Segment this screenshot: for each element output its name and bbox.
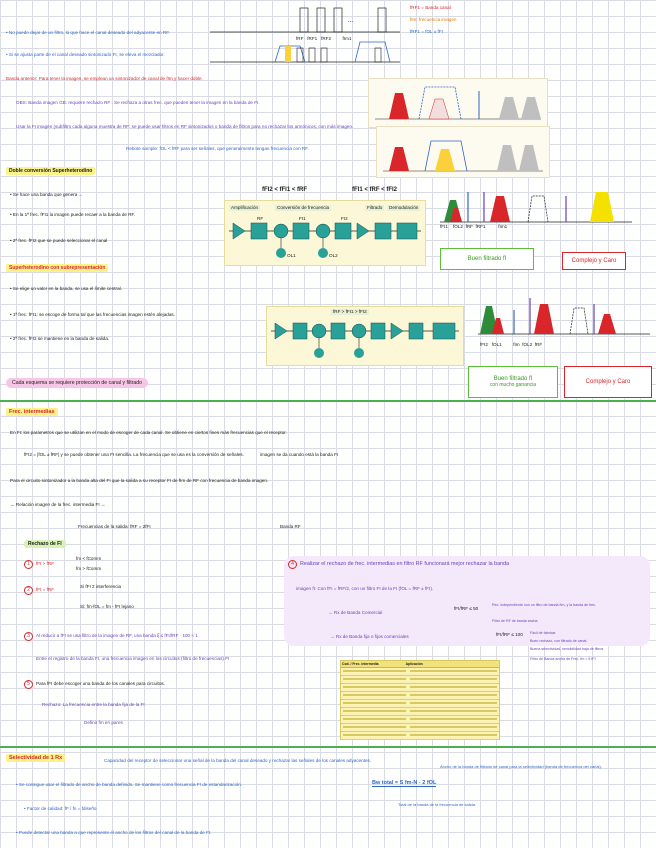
rechazo-4a: Rechazo: La frecuencia entre la banda fija de la FI	[42, 702, 145, 707]
rechazo-right-box	[284, 556, 650, 646]
doble-spec-label-0: fFI1	[440, 224, 448, 229]
doble-sub-1: FI1	[299, 216, 306, 221]
rechazo-3b: Entre el registro de la banda FI, una frecuencia imagen en los circuitos (filtro de frecuencias) FI	[36, 656, 230, 661]
sel-line-3: • Factor de calidad: fF / fn = fdiseño	[24, 806, 97, 811]
table-row	[341, 732, 499, 740]
super-green-box	[468, 366, 558, 398]
table-row	[341, 724, 499, 732]
doble-fig-label-1: Conversión de frecuencia	[277, 205, 330, 210]
doble-bullet-2: • En la 1ª frec. fFI1 la imagen puede recaer a la banda de RF.	[10, 212, 136, 217]
rechazo-title: Rechazo de FI	[24, 540, 66, 548]
rechazo-right-note-5: Buena selectividad, sensibilidad baja de filtros	[530, 647, 604, 651]
rechazo-right-title	[288, 560, 509, 569]
num-3-icon: 3	[24, 632, 33, 641]
rechazo-right-frac2: fFI/fRF ≤ 100	[496, 632, 523, 637]
spec-label-3: fIm1	[342, 36, 352, 41]
top-spectrum-diagram	[205, 2, 405, 68]
rechazo-item-1	[24, 560, 54, 569]
super-red-box	[564, 366, 652, 398]
spectrum-note-2: fRF1 = fOL ± fFI	[410, 29, 443, 34]
rechazo-item-2	[24, 586, 54, 595]
doble-sub-0: RF	[257, 216, 264, 221]
doble-red-box-text: Complejo y Caro	[571, 258, 617, 264]
rechazo-2a: Si fFI ≠ interferencia	[80, 584, 122, 589]
doble-sub-2: FI2	[341, 216, 348, 221]
doble-red-box	[562, 252, 626, 270]
num-4-icon: 5	[24, 680, 33, 689]
rechazo-item-4-text: Para fFI debe escoger una banda de los canales para circuitos.	[36, 681, 165, 686]
super-bullet-3: • 2ª frec. fFI2 se mantiene en la banda de salida.	[10, 336, 110, 341]
rechazo-item-2-text: fFI = fRF	[36, 587, 54, 592]
top-line-1: • No puedo dejar de un filtro, lo que hace el canal deseado del adyacente en RF.	[6, 30, 170, 35]
doble-fig-label-2: Filtrado	[367, 205, 383, 210]
num-2-icon: 2	[24, 586, 33, 595]
frec-title: Frec. intermedias	[6, 408, 58, 416]
super-spec-label-2: fIm	[513, 342, 520, 347]
super-fig-top: fRF > fFI1 > fFI2	[333, 309, 367, 314]
super-bullet-1: • Se elige un valor en la banda, se usa el límite central.	[10, 286, 122, 291]
frec-line-4: → Relación imagen de la frec. intermedia FI →	[10, 502, 106, 507]
svg-text:...: ...	[348, 18, 354, 24]
sel-title: Selectividad de 1 Rx	[6, 754, 65, 762]
top-line-6: Rebote sample: fOL < fRF para ser señales, que generalmente tengan frecuencia con RF.	[126, 146, 309, 151]
rechazo-right-frac: fFI/fRF ≤ 50	[454, 606, 479, 611]
top-line-4: OBS: Banda imagen GB: requiere rechazo RF . Se rechaza a otras frec. que pueden tener la imagen en la banda de FI.	[16, 100, 260, 105]
rechazo-right-note-1: Rec. independiente con un filtro de banda fIm, y la banda de frec.	[492, 603, 597, 607]
rechazo-4b: Definir fm en pares	[84, 720, 123, 725]
rechazo-right-note-3: Fácil de fabricar	[530, 631, 556, 635]
top-line-5: Usar la FI imagen (subfiltro cada alguna muestra de RF: se puede usar filtros en RF sintonizados o banda de filtros para no rechazar los armónicos, con más imagen.	[16, 124, 354, 129]
super-spec-label-3: fOL2	[522, 342, 533, 347]
doble-green-box-text: Buen filtrado fI	[467, 256, 507, 262]
rechazo-item-3-text: Al reducir a fFI se usa filtro de la imagen de RF, una banda 𝜉 ≤ fFI/fRF · 100 ≈ 1	[36, 633, 198, 638]
frec-side-note: imagen se da cuando está la banda FI	[260, 452, 339, 457]
doble-green-box	[440, 248, 534, 270]
table-row	[341, 684, 499, 692]
doble-sub-4: OL2	[329, 253, 338, 258]
super-title: Superheterodino con subrepresentación	[6, 264, 108, 272]
frec-line-3: Para el circuito sintonizador a la banda alta del FI que la salida a su receptor FI de fIm de RF con frecuencia de banda imagen.	[10, 478, 269, 483]
super-spec-label-1: fOL1	[491, 342, 502, 347]
image-rejection-figure-1	[368, 78, 548, 128]
super-green-box-text-2: con mucho ganancia	[489, 382, 537, 388]
super-spec-label-4: fRF	[534, 342, 543, 347]
spec-label-0: fRF	[296, 36, 304, 41]
sel-line-4: • Puede detectar una banda a que represente el ancho de los filtros del canal de la banda de FI.	[16, 830, 212, 835]
doble-bullet-1: • Se hace una banda que genera ...	[10, 192, 83, 197]
doble-fig-top2: fFI1 < fRF < fFI2	[352, 187, 398, 193]
spectrum-caption: fRF1 = Banda canal	[410, 5, 451, 10]
table-row	[341, 668, 499, 676]
num-4b-icon: 4	[288, 560, 297, 569]
rechazo-right-a: → Rx de Banda Comercial	[328, 610, 383, 615]
doble-sub-3: OL1	[287, 253, 296, 258]
rechazo-2b: Si: fm-fOL = fm - fFI lejano	[80, 604, 134, 609]
frec-side-note-2: Banda RF	[280, 524, 301, 529]
doble-spec-label-2: fRF	[465, 224, 473, 229]
num-1-icon: 1	[24, 560, 33, 569]
sel-note-bot: Total de la banda de la frecuencia de salida.	[398, 802, 477, 807]
rechazo-1b: fm > fComm	[76, 566, 102, 571]
sel-note-top: Ancho de la banda de filtrado de canal para la selectividad (banda de frecuencia del canal).	[440, 764, 602, 769]
section-divider-1	[0, 400, 656, 402]
frec-line-2: fFI2 = |fOL ± fRF| y se puede obtener una FI sencilla. La frecuencia que se usa es la conversión de señales.	[24, 452, 244, 457]
rechazo-item-4	[24, 680, 165, 689]
pink-note: Cada esquema se requiere protección de canal y filtrado	[6, 378, 148, 388]
doble-fig-label-0: Amplificación	[231, 205, 259, 210]
rechazo-right-title-text: Realizar el rechazo de frec. intermedias en filtro RF funcionará mejor rechazar la banda	[300, 561, 510, 567]
sel-line-1: Capacidad del receptor de seleccionar una señal de la banda del canal deseado y rechazar las señales de los canales adyacentes.	[104, 758, 372, 763]
sel-formula: Bw total = S fm-N - 2 fOL	[372, 780, 437, 786]
table-row	[341, 692, 499, 700]
spec-label-2: fRF2	[321, 36, 332, 41]
frec-table	[340, 660, 500, 740]
rechazo-right-line: imagen fI: Con fFI = fRF/2, con un filtro FI de la FI (fOL = fRF ± fFI).	[296, 586, 434, 591]
doble-bullet-3: • 2ª frec. fFI2 que se puede seleccionar el canal	[10, 238, 108, 243]
spectrum-note-1: fIm: frecuencia imagen	[410, 17, 457, 22]
super-red-box-text: Complejo y Caro	[585, 379, 631, 385]
rechazo-item-1-text: fFI > fRF	[36, 561, 54, 566]
doble-spec-label-3: fRF1	[475, 224, 486, 229]
frec-line-1: En FI: los parámetros que se utilizan en el modo de escoger de cada canal. Se obtiene en ciertos fines más frecuencias que el receptor.	[10, 430, 287, 435]
doble-fig-label-3: Demodulación	[389, 205, 419, 210]
frec-line-5: Frecuencias de la salida: fRF = 2fFI	[78, 524, 151, 529]
super-spec-label-0: fFI2	[480, 342, 488, 347]
top-line-2: • Si se ajusta parte de el canal deseado sintonizado FI, se eleva el mezclador.	[6, 52, 165, 57]
super-block-diagram	[266, 306, 464, 366]
table-row	[341, 700, 499, 708]
super-bullet-2: • 1ª frec. fFI1: se escoge de forma tal que las frecuencias imagen estén alejadas.	[10, 312, 175, 317]
rechazo-right-note-4: Buen rechazo, con filtrado de canal.	[530, 639, 588, 643]
table-row	[341, 708, 499, 716]
doble-spec-label-1: fOL2	[453, 224, 463, 229]
rechazo-right-note-2: Filtro de RF de banda ancha	[492, 619, 538, 623]
table-row	[341, 716, 499, 724]
table-header-1: Aplicación	[405, 662, 423, 666]
rechazo-right-b: → Rx de Banda fija o fijos comerciales	[330, 634, 409, 639]
doble-fig-top: fFI2 < fFI1 < fRF	[262, 187, 308, 193]
doble-block-diagram	[224, 200, 426, 266]
super-green-box-text: Buen filtrado fI	[493, 376, 533, 382]
rechazo-right-note-6: Filtro de Banda ancha de Frec. fm < 5 fFI	[530, 657, 596, 661]
section-divider-2	[0, 746, 656, 748]
top-line-3: Banda anterior: Para tener la imagen, se emplean un sintonizador de canal de fIm y hacer doble.	[6, 76, 203, 81]
table-header-0: Cod. / Frec. intermedia	[342, 662, 379, 666]
sel-line-2: • Se consigue usar el filtrado de ancho de banda definido. Se mantiene como frecuencia FI de estandarización.	[16, 782, 243, 787]
table-row	[341, 676, 499, 684]
spec-label-1: fRF1	[307, 36, 318, 41]
rechazo-1a: fm < fComm	[76, 556, 102, 561]
doble-title: Doble conversión Superheterodino	[6, 167, 95, 175]
rechazo-item-3	[24, 632, 198, 641]
doble-spec-label-4: fIm1	[498, 224, 508, 229]
image-rejection-figure-2	[376, 126, 550, 178]
